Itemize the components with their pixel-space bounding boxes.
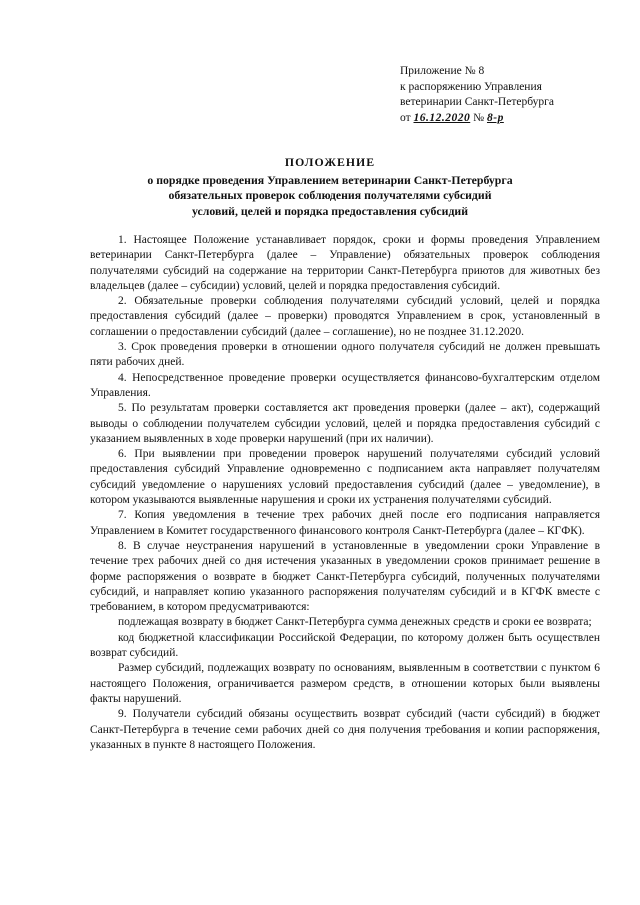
from-label: от [400, 111, 411, 124]
paragraph-8-item-2: код бюджетной классификации Российской Федерации, по которому должен быть осуществлен возврат субсидий. [90, 631, 600, 660]
paragraph-8-item-1: подлежащая возврату в бюджет Санкт-Петербурга сумма денежных средств и сроки ее возврата; [118, 616, 592, 629]
document-title [60, 155, 600, 219]
paragraph-2: 2. Обязательные проверки соблюдения получателями субсидий условий, целей и порядка предоставления субсидий (далее – проверки) проводятся Управлением в срок, установленный в соглашении о предоставлении субсидий (далее – соглашение), но не позднее 31.12.2020. [90, 295, 600, 338]
title-heading: ПОЛОЖЕНИЕ [284, 155, 376, 169]
paragraph-7: 7. Копия уведомления в течение трех рабочих дней после его подписания направляется Управлением в Комитет государственного финансового контроля Санкт-Петербурга (далее – КГФК). [90, 509, 600, 537]
paragraph-3: 3. Срок проведения проверки в отношении одного получателя субсидий не должен превышать пяти рабочих дней. [90, 341, 600, 369]
appendix-authority: ветеринарии Санкт-Петербурга [400, 96, 554, 108]
handwritten-number: 8-р [486, 111, 504, 124]
title-line-4: условий, целей и порядка предоставления субсидий [192, 203, 468, 218]
handwritten-date: 16.12.2020 [413, 111, 471, 124]
document-body [90, 233, 600, 753]
paragraph-6: 6. При выявлении при проведении проверок нарушений получателями субсидий условий предоставления субсидий Управление одновременно с подписанием акта направляет получателям субсидий уведомление о нарушениях условий предоставления субсидий (далее – уведомление), в котором указываются выявленные нарушения и сроки их устранения получателями субсидий. [90, 448, 600, 507]
appendix-date-line [400, 111, 620, 127]
appendix-number: Приложение № 8 [400, 65, 485, 77]
paragraph-5: 5. По результатам проверки составляется акт проведения проверки (далее – акт), содержащий выводы о соблюдении получателем субсидии условий, целей и порядка предоставления субсидий с указанием выявленных в ходе проверки нарушений (при их наличии). [90, 402, 600, 445]
paragraph-8: 8. В случае неустранения нарушений в установленные в уведомлении сроки Управление в течение трех рабочих дней со дня истечения указанных в уведомлении сроков принимает решение в форме распоряжения о возврате в бюджет Санкт-Петербурга субсидий, полученных получателями субсидий, и направляет копию указанного распоряжения получателям субсидий и в КГФК вместе с требованием, в котором предусматриваются: [90, 539, 600, 614]
appendix-header [400, 64, 620, 126]
number-label: № [473, 111, 485, 124]
title-line-2: о порядке проведения Управлением ветеринарии Санкт-Петербурга [147, 172, 513, 187]
paragraph-9: 9. Получатели субсидий обязаны осуществить возврат субсидий (части субсидий) в бюджет Санкт-Петербурга в течение семи рабочих дней со дня получения требования и копии распоряжения, указанных в пункте 8 настоящего Положения. [90, 708, 600, 751]
title-line-3: обязательных проверок соблюдения получателями субсидий [168, 188, 492, 202]
appendix-order-ref: к распоряжению Управления [400, 80, 542, 93]
paragraph-1: 1. Настоящее Положение устанавливает порядок, сроки и формы проведения Управлением ветеринарии Санкт-Петербурга (далее – Управление) обязательных проверок соблюдения получателями субсидий на содержание на территории Санкт-Петербурга приютов для животных без владельцев (далее – субсидии) условий, целей и порядка предоставления субсидий. [90, 234, 600, 292]
paragraph-8-limit: Размер субсидий, подлежащих возврату по основаниям, выявленным в соответствии с пунктом 6 настоящего Положения, ограничивается размером средств, в отношении которых были выявлены факты нарушений. [90, 662, 600, 705]
paragraph-4: 4. Непосредственное проведение проверки осуществляется финансово-бухгалтерским отделом Управления. [90, 371, 600, 399]
